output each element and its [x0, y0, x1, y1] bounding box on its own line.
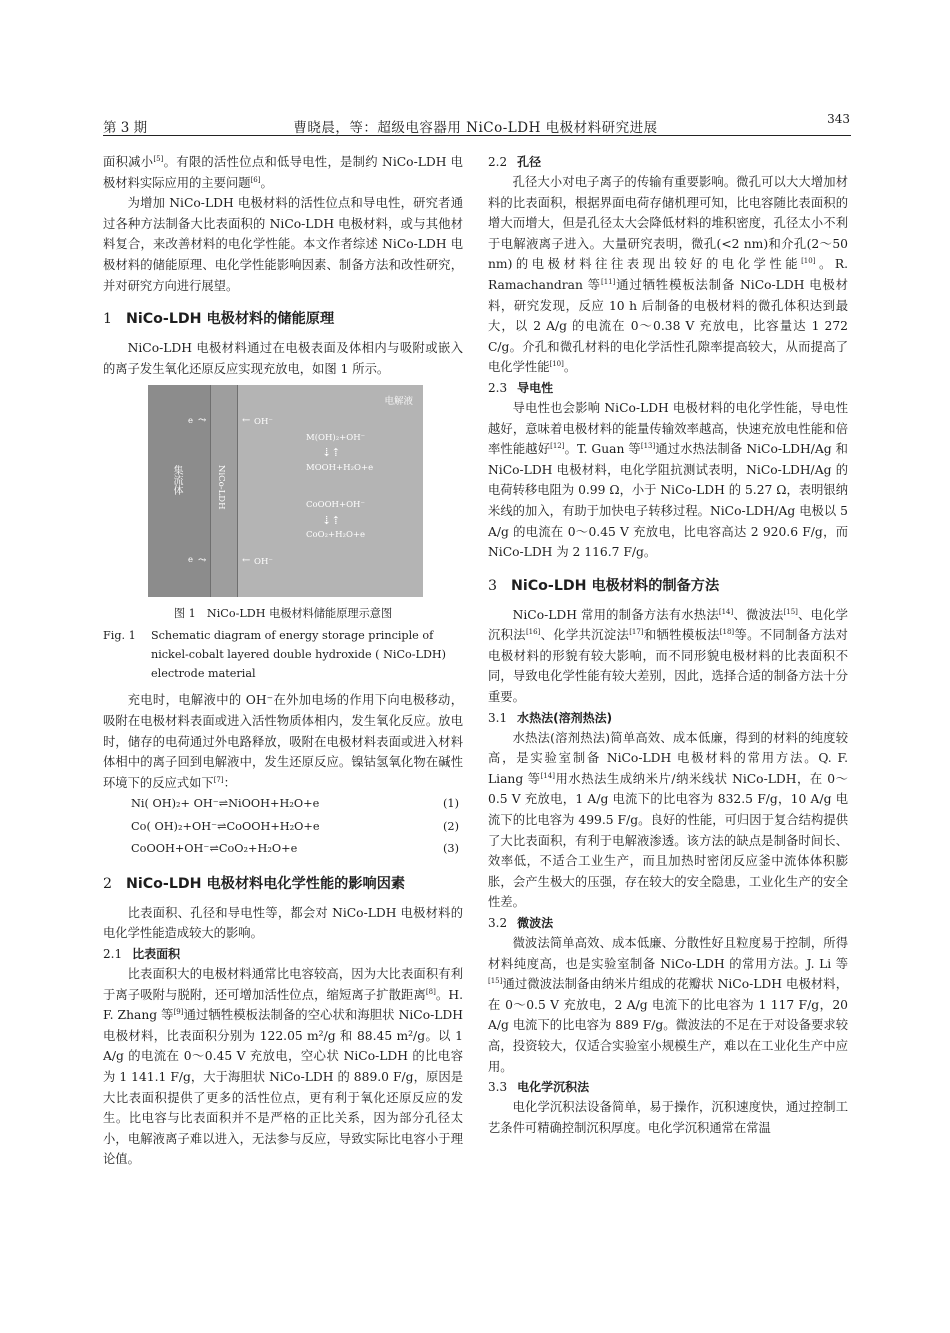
reaction-arrows-1-icon: ⇣⇡ [322, 446, 341, 460]
equation-1-number: (1) [442, 797, 459, 811]
section-2-2-heading: 2.2 孔径 [488, 155, 542, 169]
reaction-label-4: CoO₂+H₂O+e [306, 530, 366, 541]
issue-number: 第 3 期 [103, 120, 148, 136]
intro-paragraph-2: 为增加 NiCo-LDH 电极材料的活性位点和导电性，研究者通过各种方法制备大比表面积的 NiCo-LDH 电极材料，或与其他材料复合，来改善材料的电化学性能。本文作者综述 NiCo-LDH 电极材料的储能原理、电化学性能影响因素、制备方法和改性研究，并对研究方向进行展望。 [103, 196, 463, 293]
section-3-2-paragraph: 微波法简单高效、成本低廉、分散性好且粒度易于控制，所得材料纯度高，也是实验室制备 NiCo-LDH 的常用方法。J. Li 等[15]通过微波法制备由纳米片组成的花瓣状 NiCo-LDH 电极材料，在 0～0.5 V 充放电，2 A/g 电流下的比电容为 1 117 F/g，20 A/g 电流下的比电容为 889 F/g。微波法的不足在于对设备要求较高，投资较大，仅适合实验室小规模生产，难以在工业化生产中应用。 [488, 936, 848, 1074]
electrolyte-label: 电解液 [384, 396, 413, 408]
citation-17[interactable]: [17] [629, 628, 644, 637]
citation-10[interactable]: [10] [801, 257, 816, 266]
ldh-label: NiCo-LDH [216, 465, 226, 510]
citation-10-repeat[interactable]: [10] [549, 360, 564, 369]
citation-12[interactable]: [12] [550, 442, 565, 451]
hydroxide-arrow-bottom-icon: ← [242, 555, 251, 567]
equation-2-number: (2) [442, 819, 459, 833]
citation-18[interactable]: [18] [719, 628, 735, 637]
figure-1-label: Fig. 1 [103, 629, 136, 643]
citation-14-repeat[interactable]: [14] [540, 771, 555, 780]
reaction-label-3: CoOOH+OH⁻ [306, 500, 365, 511]
figure-1-caption-en: Fig. 1 Schematic diagram of energy storage principle of nickel-cobalt layered double hydroxide ( NiCo-LDH) electrode material [103, 626, 463, 683]
section-2-1-paragraph: 比表面积大的电极材料通常比电容较高，因为大比表面积有利于离子吸附与脱附，还可增加活性位点，缩短离子扩散距离[8]。H. F. Zhang 等[9]通过牺牲模板法制备的空心状和海胆状 NiCo-LDH 电极材料，比表面积分别为 122.05 m²/g 和 88.45 m²/g。以 1 A/g 的电流在 0～0.45 V 充放电，空心状 NiCo-LDH 的比电容为 1 141.1 F/g，大于海胆状 NiCo-LDH 的 889.0 F/g，原因是大比表面积提供了更多的活性位点，更有利于氧化还原反应的发生。比电容与比表面积并不是严格的正比关系，因为部分孔径太小，电解液离子难以进入，无法参与反应，导致实际比电容小于理论值。 [103, 967, 463, 1167]
hydroxide-arrow-top-icon: ← [242, 415, 251, 427]
running-title: 曹晓晨，等：超级电容器用 NiCo-LDH 电极材料研究进展 [293, 120, 658, 136]
left-column [103, 152, 463, 1170]
reaction-label-1: M(OH)₂+OH⁻ [306, 433, 366, 444]
section-3-2-heading: 3.2 微波法 [488, 916, 554, 930]
electron-label-bottom: e [188, 555, 194, 566]
section-2-paragraph: 比表面积、孔径和导电性等，都会对 NiCo-LDH 电极材料的电化学性能造成较大的影响。 [103, 905, 463, 941]
section-3-heading: 3 NiCo-LDH 电极材料的制备方法 [488, 577, 720, 594]
citation-6[interactable]: [6] [250, 175, 261, 184]
equation-3: CoOOH+OH⁻⇌CoO₂+H₂O+e (3) [103, 838, 463, 861]
citation-9[interactable]: [9] [173, 1008, 184, 1017]
figure-1-diagram [148, 385, 423, 597]
citation-5[interactable]: [5] [153, 154, 164, 163]
electron-arrow-bottom-icon: ⤳ [198, 555, 207, 567]
intro-paragraph-1: 面积减小[5]。有限的活性位点和低导电性，是制约 NiCo-LDH 电极材料实际应用的主要问题[6]。 [103, 154, 463, 190]
section-2-3-paragraph: 导电性也会影响 NiCo-LDH 电极材料的电化学性能，导电性越好，意味着电极材料的能量传输效率越高，快速充放电性能和倍率性能越好[12]。T. Guan 等[13]通过水热法制备 NiCo-LDH/Ag 和 NiCo-LDH 电极材料，电化学阻抗测试表明，NiCo-LDH/Ag 的电荷转移电阻为 0.99 Ω，小于 NiCo-LDH 的 5.27 Ω，表明银纳米线的加入，有助于加快电子转移过程。NiCo-LDH/Ag 电极以 5 A/g 的电流在 0～0.45 V 充放电，比电容高达 2 920.6 F/g，而 NiCo-LDH 为 2 116.7 F/g。 [488, 400, 848, 560]
citation-15[interactable]: [15] [783, 607, 798, 616]
citation-11[interactable]: [11] [600, 277, 616, 286]
charge-discharge-paragraph: 充电时，电解液中的 OH⁻在外加电场的作用下向电极移动，吸附在电极材料表面或进入活性物质体相内，发生氧化反应。放电时，储存的电荷通过外电路释放，吸附在电极材料表面或进入材料体相中的离子回到电解液中，发生还原反应。镍钴氢氧化物在碱性环境下的反应式如下[7]： [103, 693, 463, 790]
section-1-paragraph: NiCo-LDH 电极材料通过在电极表面及体相内与吸附或嵌入的离子发生氧化还原反应实现充放电，如图 1 所示。 [103, 341, 463, 376]
section-2-1-heading: 2.1 比表面积 [103, 947, 181, 961]
electron-arrow-top-icon: ⤳ [198, 415, 207, 427]
hydroxide-label-top: OH⁻ [254, 417, 273, 428]
section-2-3-heading: 2.3 导电性 [488, 380, 554, 395]
electron-label-top: e [188, 416, 194, 427]
hydroxide-label-bottom: OH⁻ [254, 557, 273, 568]
section-3-1-heading: 3.1 水热法(溶剂热法) [488, 710, 613, 725]
equation-1: Ni( OH)₂+ OH⁻⇌NiOOH+H₂O+e (1) [103, 793, 463, 816]
citation-14[interactable]: [14] [718, 607, 734, 616]
header-rule [103, 135, 851, 136]
figure-1-caption-cn: 图 1 NiCo-LDH 电极材料储能原理示意图 [173, 607, 393, 621]
section-1-heading: 1 NiCo-LDH 电极材料的储能原理 [103, 311, 335, 328]
reaction-label-2: MOOH+H₂O+e [306, 463, 374, 474]
page-number: 343 [827, 112, 850, 126]
section-3-1-paragraph: 水热法(溶剂热法)简单高效、成本低廉，得到的材料的纯度较高，是实验室制备 NiCo-LDH 电极材料的常用方法。Q. F. Liang 等[14]用水热法生成纳米片/纳米线状 NiCo-LDH，在 0～0.5 V 充放电，1 A/g 电流下的比电容为 832.5 F/g，10 A/g 电流下的比电容为 499.5 F/g。良好的性能，可归因于复合结构提供了大比表面积，有利于电解液渗透。该方法的缺点是制备时间长、效率低，不适合工业生产，而且加热时密闭反应釜中流体体积膨胀，会产生极大的压强，存在较大的安全隐患，工业化生产的安全性差。 [488, 730, 848, 910]
page-header [103, 112, 848, 134]
right-column [488, 152, 848, 1138]
reaction-arrows-2-icon: ⇣⇡ [322, 514, 341, 528]
citation-7[interactable]: [7] [213, 775, 224, 784]
equation-2: Co( OH)₂+OH⁻⇌CoOOH+H₂O+e (2) [103, 816, 463, 839]
equation-3-number: (3) [442, 842, 459, 856]
citation-15-repeat[interactable]: [15] [488, 977, 503, 986]
citation-13[interactable]: [13] [640, 442, 656, 451]
section-3-3-heading: 3.3 电化学沉积法 [488, 1080, 590, 1095]
section-2-2-paragraph: 孔径大小对电子离子的传输有重要影响。微孔可以大大增加材料的比表面积，根据界面电荷存储机理可知，比电容随比表面积的增大而增大，但是孔径太大会降低材料的堆积密度，孔径太小不利于电解液离子进入。大量研究表明，微孔(<2 nm)和介孔(2～50 nm)的电极材料往往表现出较好的电化学性能[10]。R. Ramachandran 等[11]通过牺牲模板法制备 NiCo-LDH 电极材料，研究发现，反应 10 h 后制备的电极材料的微孔体积达到最大，以 2 A/g 的电流在 0～0.38 V 充放电，比容量达 1 272 C/g。介孔和微孔材料的电化学活性孔隙率提高较大，从而提高了电化学性能[10]。 [488, 175, 848, 375]
section-2-heading: 2 NiCo-LDH 电极材料电化学性能的影响因素 [103, 875, 406, 892]
collector-label: 集流体 [171, 465, 182, 496]
section-3-paragraph: NiCo-LDH 常用的制备方法有水热法[14]、微波法[15]、电化学沉积法[16]、化学共沉淀法[17]和牺牲模板法[18]等。不同制备方法对电极材料的形貌有较大影响，而不同形貌电极材料的比表面积不同，导致电化学性能有较大差别，因此，选择合适的制备方法十分重要。 [488, 607, 848, 705]
citation-8[interactable]: [8] [425, 987, 436, 996]
section-3-3-paragraph: 电化学沉积法设备简单，易于操作，沉积速度快，通过控制工艺条件可精确控制沉积厚度。电化学沉积通常在常温 [488, 1100, 848, 1135]
citation-16[interactable]: [16] [525, 628, 541, 637]
